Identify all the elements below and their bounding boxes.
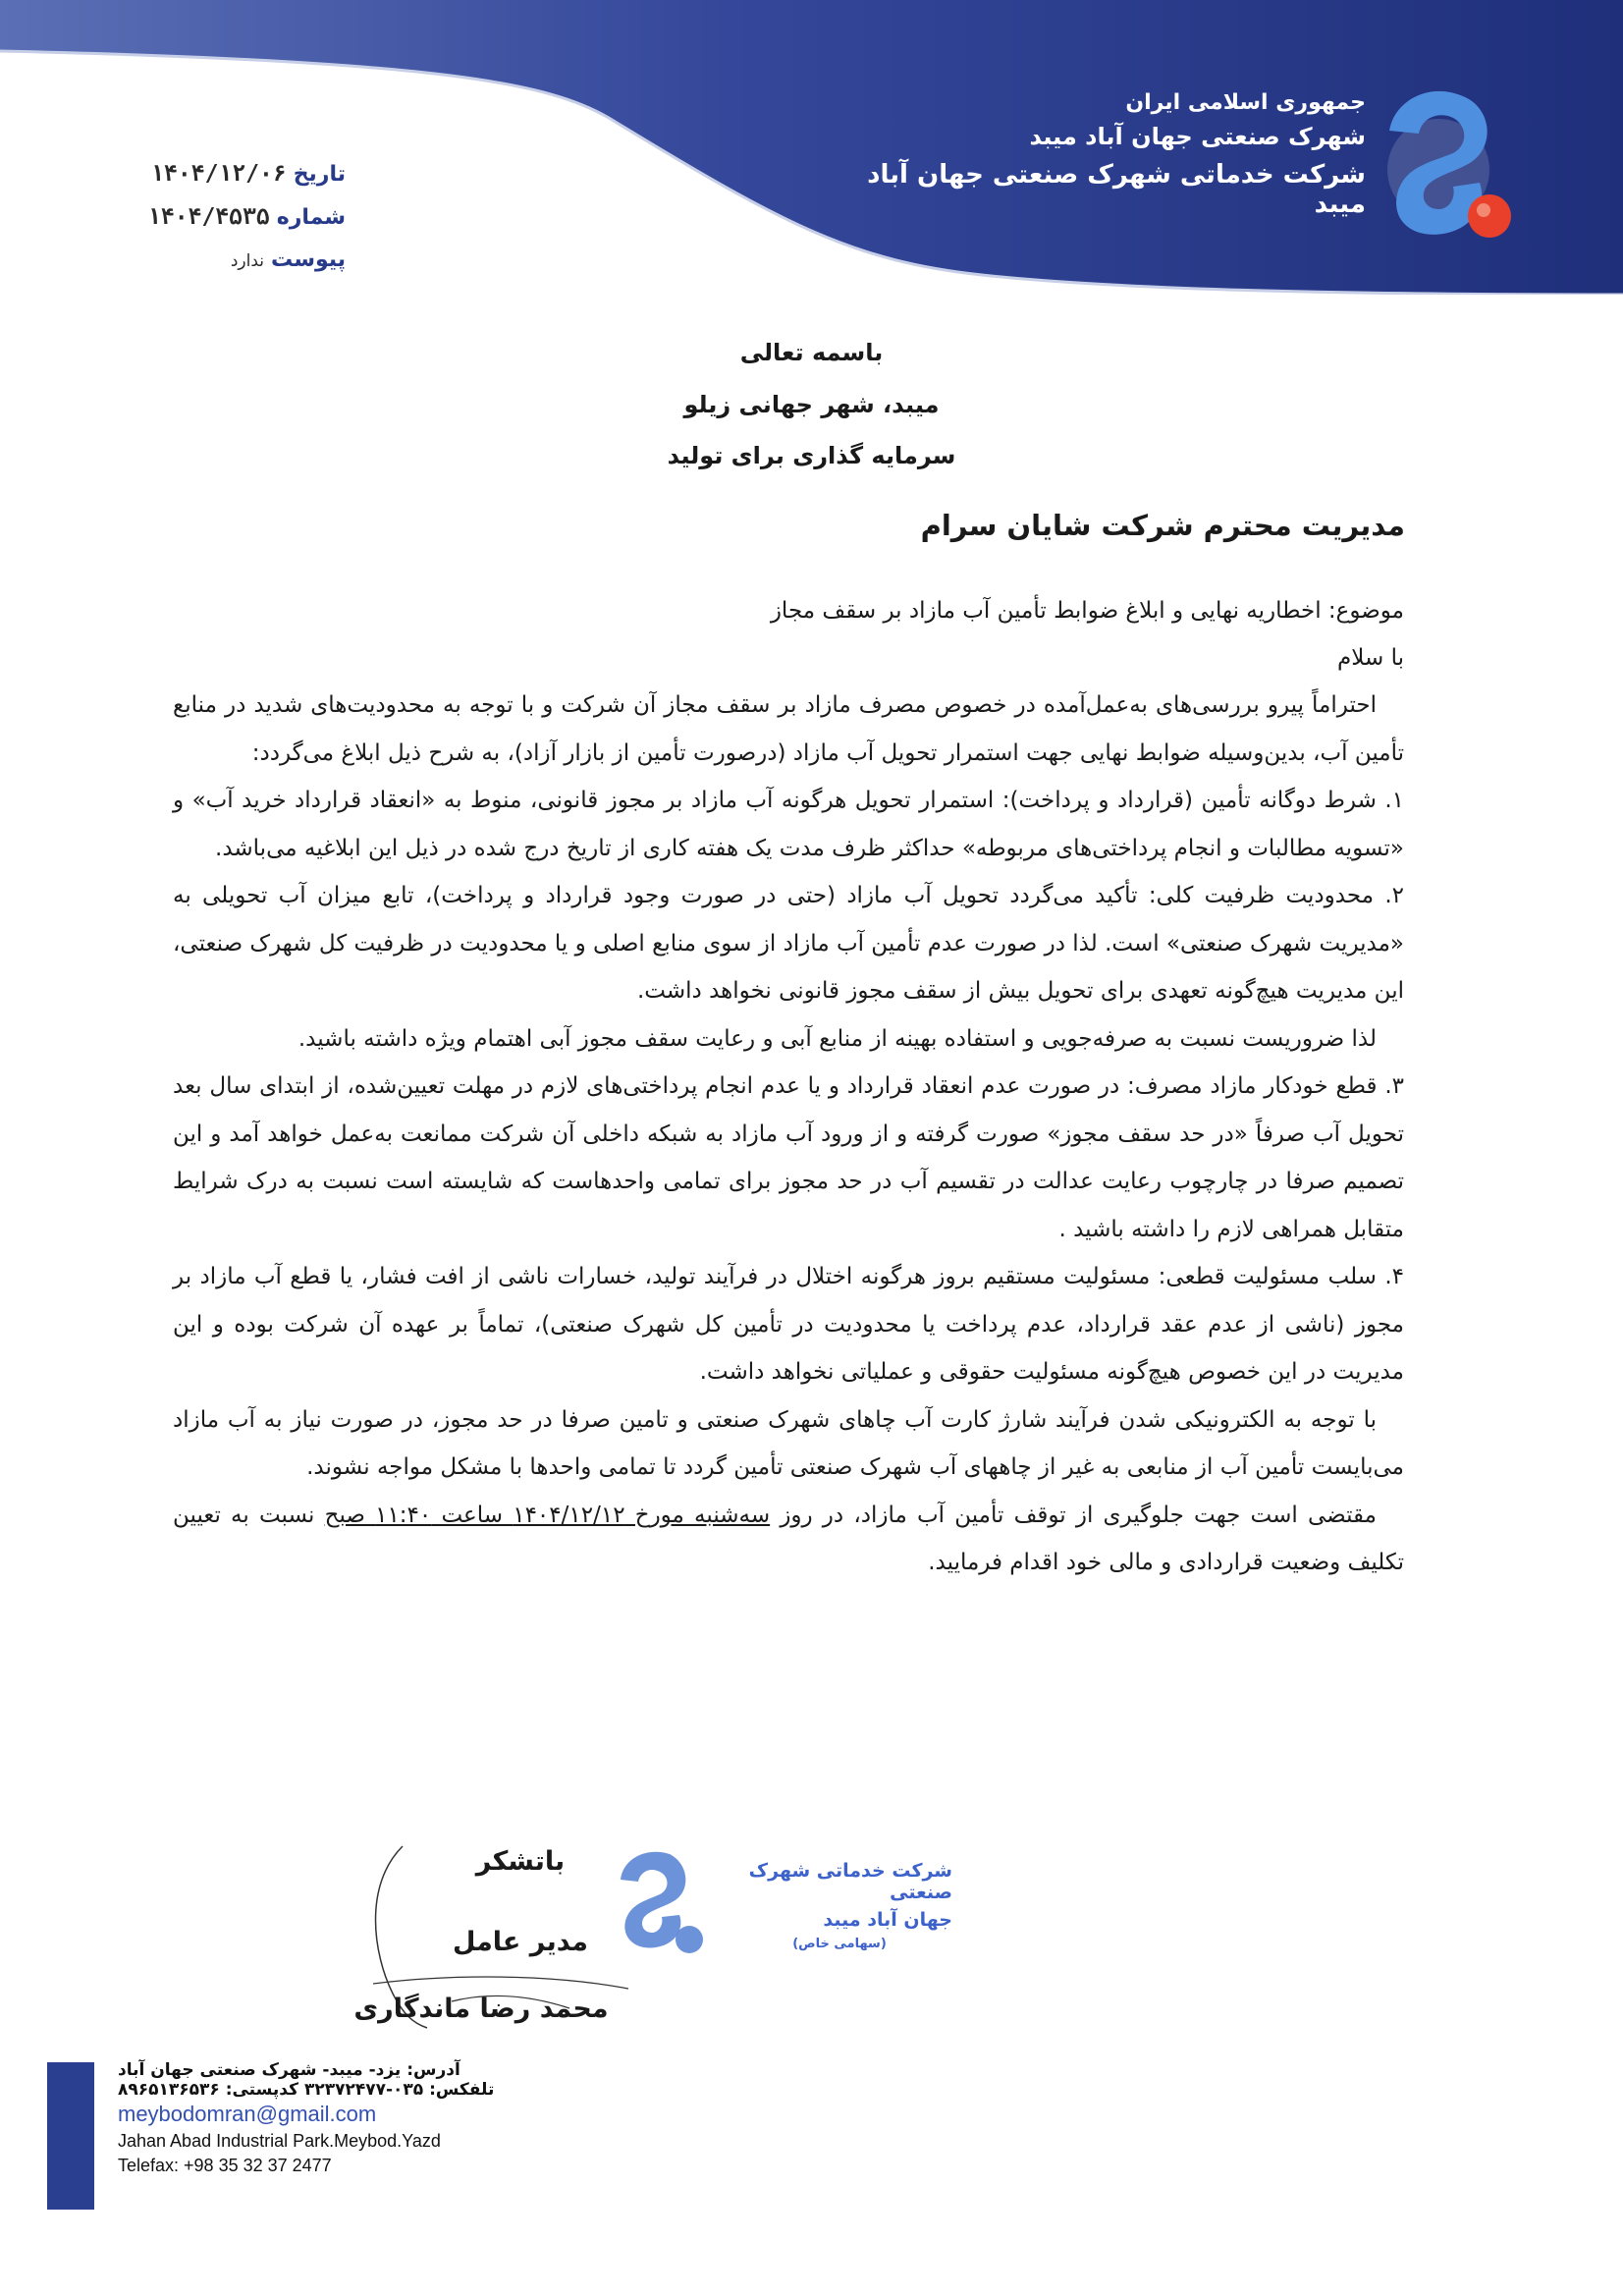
footer-contact bbox=[118, 2080, 668, 2100]
slogan-investment: سرمایه گذاری برای تولید bbox=[667, 442, 956, 469]
closing-text-post: نسبت به تعیین تکلیف وضعیت قراردادی و مالی خود اقدام فرمایید. bbox=[173, 1502, 1404, 1575]
date-row bbox=[110, 161, 346, 187]
footer-address-en: Jahan Abad Industrial Park.Meybod.Yazd bbox=[118, 2131, 441, 2151]
footer-accent-box bbox=[47, 2062, 94, 2210]
footer-postal-label: کدپستی: bbox=[225, 2080, 299, 2100]
signature-title: مدیر عامل bbox=[452, 1927, 589, 1957]
number-row bbox=[110, 204, 346, 230]
item-1: ۱. شرط دوگانه تأمین (قرارداد و پرداخت): استمرار تحویل هرگونه آب مازاد بر مجوز قانونی، منوط به «انعقاد قرارداد خرید آب» و «تسویه مطالبات و انجام پرداختی‌های مربوطه» حداکثر ظرف مدت یک هفته کاری از تاریخ درج شده در ذیل این ابلاغیه می‌باشد. bbox=[173, 788, 1404, 861]
footer-phone-label: تلفکس: bbox=[429, 2080, 495, 2100]
signature-name: محمد رضا ماندگاری bbox=[353, 1994, 609, 2024]
greeting: با سلام bbox=[1337, 645, 1404, 671]
company-name: شرکت خدماتی شهرک صنعتی جهان آباد میبد bbox=[867, 160, 1366, 219]
stamp-line-2: جهان آباد میبد bbox=[823, 1909, 952, 1931]
park-name: شهرک صنعتی جهان آباد میبد bbox=[1029, 123, 1366, 150]
closing-text-pre: مقتضی است جهت جلوگیری از توقف تأمین آب مازاد، در روز bbox=[770, 1502, 1377, 1528]
item-2-note: لذا ضروریست نسبت به صرفه‌جویی و استفاده بهینه از منابع آبی و رعایت سقف مجوز آبی اهتمام ویژه داشته باشید. bbox=[298, 1025, 1377, 1052]
country-name: جمهوری اسلامی ایران bbox=[1125, 90, 1366, 115]
signature-thanks: باتشکر bbox=[475, 1846, 566, 1877]
attachment-value: ندارد bbox=[230, 251, 265, 271]
date-label: تاریخ bbox=[293, 162, 346, 187]
company-stamp-text bbox=[727, 1860, 952, 1951]
item-2: ۲. محدودیت ظرفیت کلی: تأکید می‌گردد تحویل آب مازاد (حتی در صورت وجود قرارداد و پرداخت)، تابع میزان آب تحویلی به «مدیریت شهرک صنعتی» است. لذا در صورت عدم تأمین آب مازاد از سوی منابع اصلی و یا محدودیت در ظرفیت کل شهرک صنعتی، این مدیریت هیچ‌گونه تعهدی برای تحویل بیش از سقف مجوز قانونی نخواهد داشت. bbox=[173, 883, 1404, 1004]
closing-paragraph-2 bbox=[173, 1492, 1404, 1587]
date-value: ۱۴۰۴/۱۲/۰۶ bbox=[150, 161, 287, 187]
intro-paragraph: احتراماً پیرو بررسی‌های به‌عمل‌آمده در خصوص مصرف مازاد بر سقف مجاز آن شرکت و با توجه به محدودیت‌های شدید در منابع تأمین آب، بدین‌وسیله ضوابط نهایی جهت استمرار تحویل آب مازاد (درصورت تأمین از بازار آزاد)، به شرح ذیل ابلاغ می‌گردد: bbox=[173, 692, 1404, 766]
footer-phone: ۳۲۳۷۲۴۷۷-۰۳۵ bbox=[303, 2080, 424, 2100]
recipient: مدیریت محترم شرکت شایان سرام bbox=[920, 509, 1405, 542]
attachment-label: پیوست bbox=[271, 247, 346, 272]
attachment-row bbox=[110, 247, 346, 272]
footer bbox=[118, 2060, 668, 2176]
footer-postal: ۸۹۶۵۱۳۶۵۳۶ bbox=[118, 2080, 220, 2100]
company-logo-icon bbox=[1360, 77, 1527, 244]
letter-body bbox=[173, 682, 1404, 1587]
invocation: باسمه تعالی bbox=[739, 339, 884, 366]
deadline-text: سه‌شنبه مورخ ۱۴۰۴/۱۲/۱۲ ساعت ۱۱:۴۰ صبح bbox=[324, 1502, 771, 1528]
stamp-line-1: شرکت خدماتی شهرک صنعتی bbox=[748, 1860, 952, 1903]
item-3: ۳. قطع خودکار مازاد مصرف: در صورت عدم انعقاد قرارداد و یا عدم انجام پرداختی‌های لازم در مهلت تعیین‌شده، از ابتدای سال بعد تحویل آب صرفاً «در حد سقف مجوز» صورت گرفته و از ورود آب مازاد به شبکه داخلی آن شرکت ممانعت به‌عمل خواهد آمد و این تصمیم صرفا در چارچوب رعایت عدالت در تقسیم آب در حد مجوز برای تمامی واحدهاست که شایسته است نسبت به درک شرایط متقابل همراهی لازم را داشته باشید . bbox=[173, 1073, 1404, 1242]
number-value: ۱۴۰۴/۴۵۳۵ bbox=[147, 204, 270, 230]
closing-paragraph-1: با توجه به الکترونیکی شدن فرآیند شارژ کارت آب چاهای شهرک صنعتی و تامین صرفا در حد مجوز، در صورت نیاز به آب مازاد می‌بایست تأمین آب از منابعی به غیر از چاههای آب شهرک صنعتی تأمین گردد تا تمامی واحدها با مشکل مواجه نشوند. bbox=[173, 1406, 1404, 1480]
organization-header bbox=[855, 90, 1366, 219]
footer-address: آدرس: یزد- میبد- شهرک صنعتی جهان آباد bbox=[118, 2060, 460, 2080]
number-label: شماره bbox=[276, 205, 346, 230]
footer-telefax-en: Telefax: +98 35 32 37 2477 bbox=[118, 2156, 332, 2175]
item-4: ۴. سلب مسئولیت قطعی: مسئولیت مستقیم بروز هرگونه اختلال در فرآیند تولید، خسارات ناشی از افت فشار، یا قطع آب مازاد بر مجوز (ناشی از عدم عقد قرارداد، عدم پرداخت یا محدودیت در تأمین کل شهرک صنعتی)، تماماً بر عهده آن شرکت بوده و این مدیریت در این خصوص هیچ‌گونه مسئولیت حقوقی و عملیاتی نخواهد داشت. bbox=[173, 1264, 1404, 1385]
letter-meta bbox=[110, 161, 346, 290]
slogan-city: میبد، شهر جهانی زیلو bbox=[683, 391, 940, 418]
footer-email-link[interactable]: meybodomran@gmail.com bbox=[118, 2102, 377, 2126]
stamp-line-3: (سهامی خاص) bbox=[792, 1937, 887, 1951]
subject-line: موضوع: اخطاریه نهایی و ابلاغ ضوابط تأمین آب مازاد بر سقف مجاز bbox=[770, 598, 1404, 624]
